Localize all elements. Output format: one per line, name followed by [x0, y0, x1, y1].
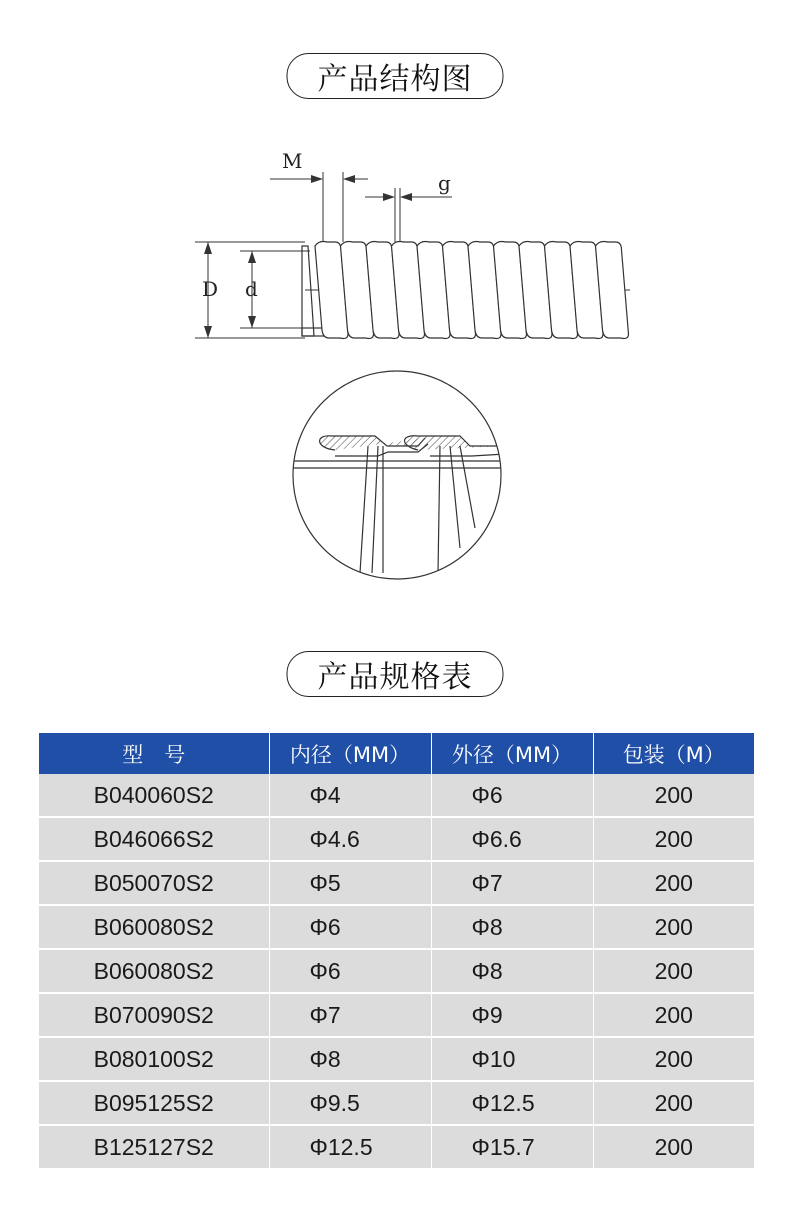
cell-package: 200 [593, 1081, 754, 1125]
cell-inner-diameter: Φ8 [269, 1037, 431, 1081]
table-row [39, 817, 754, 861]
cell-model: B050070S2 [39, 861, 269, 905]
structure-title: 产品结构图 [287, 53, 504, 99]
cell-outer-diameter: Φ7 [431, 861, 593, 905]
cell-outer-diameter: Φ12.5 [431, 1081, 593, 1125]
cell-inner-diameter: Φ6 [269, 905, 431, 949]
table-row [39, 905, 754, 949]
cell-model: B060080S2 [39, 905, 269, 949]
cell-package: 200 [593, 861, 754, 905]
cell-outer-diameter: Φ10 [431, 1037, 593, 1081]
cell-model: B060080S2 [39, 949, 269, 993]
table-row [39, 861, 754, 905]
cell-model: B040060S2 [39, 774, 269, 817]
cell-inner-diameter: Φ4 [269, 774, 431, 817]
cell-inner-diameter: Φ5 [269, 861, 431, 905]
cell-model: B046066S2 [39, 817, 269, 861]
cell-inner-diameter: Φ4.6 [269, 817, 431, 861]
cell-package: 200 [593, 905, 754, 949]
label-M: M [282, 150, 303, 173]
cell-inner-diameter: Φ9.5 [269, 1081, 431, 1125]
cell-inner-diameter: Φ12.5 [269, 1125, 431, 1169]
cell-model: B125127S2 [39, 1125, 269, 1169]
label-d: d [245, 277, 258, 301]
cell-outer-diameter: Φ15.7 [431, 1125, 593, 1169]
table-row [39, 1037, 754, 1081]
label-D: D [202, 277, 219, 301]
cell-model: B070090S2 [39, 993, 269, 1037]
table-row [39, 1125, 754, 1169]
cell-package: 200 [593, 1125, 754, 1169]
header-package: 包装（M） [593, 733, 754, 774]
header-model: 型 号 [39, 733, 269, 774]
cell-outer-diameter: Φ6 [431, 774, 593, 817]
cell-package: 200 [593, 774, 754, 817]
table-row [39, 1081, 754, 1125]
cell-outer-diameter: Φ6.6 [431, 817, 593, 861]
header-inner-diameter: 内径（MM） [269, 733, 431, 774]
cell-outer-diameter: Φ8 [431, 949, 593, 993]
cell-inner-diameter: Φ6 [269, 949, 431, 993]
header-outer-diameter: 外径（MM） [431, 733, 593, 774]
cell-outer-diameter: Φ9 [431, 993, 593, 1037]
cell-package: 200 [593, 949, 754, 993]
profile-detail-circle [290, 368, 505, 583]
table-row [39, 949, 754, 993]
cell-package: 200 [593, 993, 754, 1037]
cell-package: 200 [593, 1037, 754, 1081]
table-header-row [39, 733, 754, 774]
cell-outer-diameter: Φ8 [431, 905, 593, 949]
table-row [39, 993, 754, 1037]
spec-title: 产品规格表 [287, 651, 504, 697]
table-row [39, 774, 754, 817]
cell-model: B095125S2 [39, 1081, 269, 1125]
spec-table [39, 733, 754, 1170]
label-g: g [438, 171, 451, 195]
cell-model: B080100S2 [39, 1037, 269, 1081]
cell-inner-diameter: Φ7 [269, 993, 431, 1037]
cell-package: 200 [593, 817, 754, 861]
hose-structure-drawing [190, 150, 640, 350]
